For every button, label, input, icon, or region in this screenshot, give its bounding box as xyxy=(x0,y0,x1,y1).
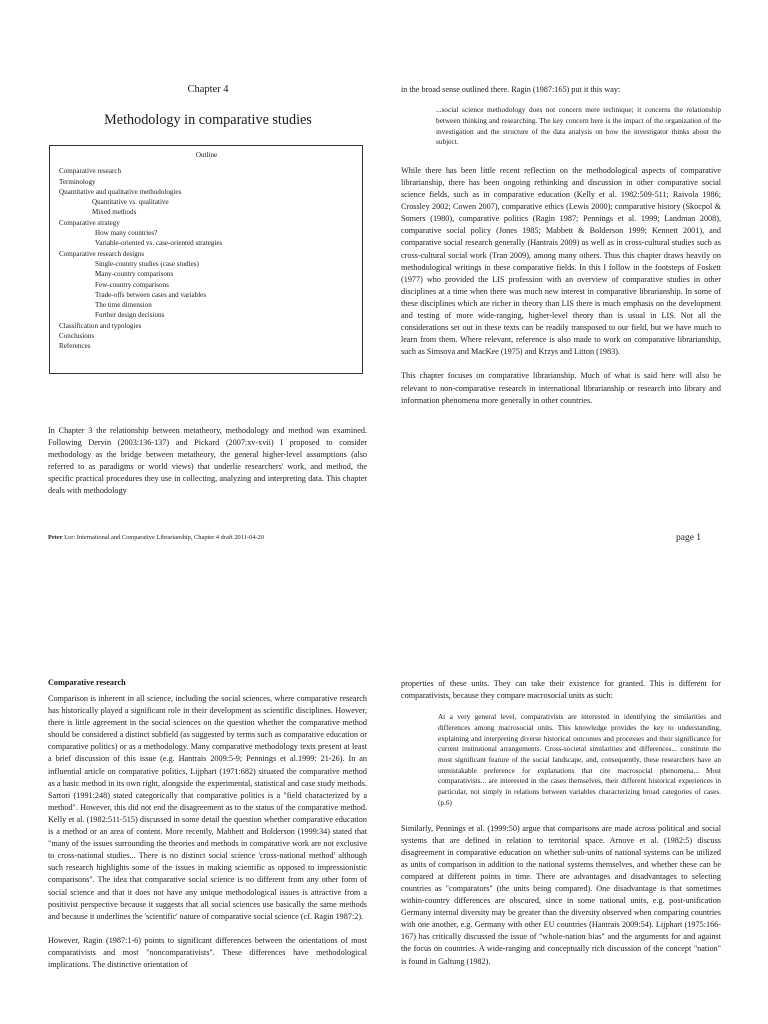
page-number: page 1 xyxy=(676,533,702,543)
outline-item: Further design decisions xyxy=(95,311,165,320)
comparative-paragraph-1: Comparison is inherent in all science, including the social sciences, where comparative research has historically played a significant role in their development as scientific disciplines. However, there is little agreement in the social sciences on the question whether the comparative method should be considered a distinct subfield (as suggested by terms such as comparative education or comparative politics) or as a methodology. Many comparative methodology texts present at least a brief discussion of this issue (e.g. Hantrais 2009:5-9; Pennings et al.1999: 21-26). In an influential article on comparative politics, Lijphart (1971:682) situated the comparative method as a basic method in its own right, alongside the experimental, statistical and case study methods. Sartori (1991:248) stated categorically that comparative politics is a "field characterized by a method". However, this did not end the disagreement as to the status of the comparative method. Kelly et al. (1982:511-515) discussed in some detail the question whether comparative education is a method or an area of content. More recently, Mabbett and Bolderson (1999:34) stated that "many of the issues surrounding the theories and methods in comparative work are not exclusive to cross-national studies... There is no distinct social science 'cross-national method' although such research highlights some of the issues in making scientific as opposed to impressionistic comparisons". The idea that comparative social science is no different from any other form of social science and that it does not have any unique methodological issues is attractive from a positivist perspective because it suggests that all social sciences use basically the same methods and because it underlines the 'scientific' nature of comparative social science (cf. Ragin 1987:2). xyxy=(48,694,367,921)
chapter-label: Chapter 4 xyxy=(187,84,229,95)
outline-list xyxy=(59,166,354,351)
outline-item: Comparative strategy xyxy=(59,218,120,227)
outline-box xyxy=(49,145,363,374)
outline-item: Many-country comparisons xyxy=(95,270,174,279)
comparative-paragraph-2: However, Ragin (1987:1-6) points to significant differences between the orientations of most comparativists and most "noncomparativists". These differences have methodological implications. The distinctive orientation of xyxy=(48,935,367,969)
page2-left-column xyxy=(48,678,367,971)
outline-item: References xyxy=(59,342,91,351)
outline-item: Quantitative vs. qualitative xyxy=(92,198,169,207)
body-paragraph-2: This chapter focuses on comparative librarianship. Much of what is said here will also be relevant to non-comparative research in international librarianship or research into library and information phenomena more generally in other countries. xyxy=(401,371,721,405)
section-heading: Comparative research xyxy=(48,678,126,687)
page-footer xyxy=(48,534,264,541)
outline-item: Comparative research xyxy=(59,167,122,176)
outline-item: Classification and typologies xyxy=(59,321,142,330)
right-column xyxy=(401,84,721,407)
page2-body-paragraph: Similarly, Pennings et al. (1999:50) argue that comparisons are made across political and social systems that are defined in relation to territorial space. Arnove et al. (1982:5) discuss disagreement in comparative education on whether sub-units of national systems can be utilized as units of comparison in addition to the national systems themselves, and whether these can be compared at different points in time. There are advantages and disadvantages to selecting countries as "comparators" (the units being compared). One disadvantage is that sometimes within-country differences are obscured, since in some national units, e.g. post-unification Germany internal diversity may be greater than the diversity observed when comparing countries with one another, e.g. Germany with other EU countries (Hantrais 2009:54). Lijphart (1975:166-167) has critically discussed the issue of "whole-nation bias" and the arguments for and against the focus on countries. A wide-ranging and conceptually rich discussion of the concept "nation" is found in Galtung (1982). xyxy=(401,823,721,966)
chapter-title: Methodology in comparative studies xyxy=(104,112,312,128)
outline-item: Single-country studies (case studies) xyxy=(95,259,199,268)
outline-item: Trade-offs between cases and variables xyxy=(95,290,207,299)
outline-heading: Outline xyxy=(195,151,218,159)
page2-intro: properties of these units. They can take their existence for granted. This is different for comparativists, because they compare macrosocial units as such: xyxy=(401,679,721,701)
outline-item: Variable-oriented vs. case-oriented strategies xyxy=(95,239,223,248)
outline-item: Comparative research designs xyxy=(59,249,145,258)
outline-item: Few-country comparisons xyxy=(95,280,169,289)
body-paragraph-1: While there has been little recent reflection on the methodological aspects of comparative librarianship, there has been ongoing rethinking and discussion in other comparative social science fields, such as in comparative education (Kelly et al. 1982:509-511; Raivola 1986; Crossley 2002; Cowen 2007), comparative ethics (Lewis 2000); comparative history (Skocpol & Somers (1980), comparative politics (Ragin 1987; Pennings et al. 1999; Landman 2008), comparative social policy (Jones 1985; Mabbett & Bolderson 1999; Kennett 2001), and comparative social research generally (Hantrais 2009) as well as in cross-cultural studies such as cross-cultural social work (Tran 2009), among many others. Thus this chapter draws heavily on methodological writings in these comparative fields. In this I follow in the footsteps of Foskett (1977) who provided the LIS profession with an overview of comparative studies in other disciplines at a time when there was much new interest in comparative librarianship. In some of these disciplines which are richer in theory than LIS there is much emphasis on the development and testing of more wide-ranging, higher-level theory than is usual in LIS. Not all the considerations set out in these texts can be readily transposed to our field, but we have much to learn from them. Where relevant, reference is also made to work on comparative librarianship, such as Simsova and MacKee (1975) and Krzys and Litton (1983). xyxy=(401,165,721,357)
outline-item: Mixed methods xyxy=(92,208,137,217)
outline-item: The time dimension xyxy=(95,301,152,310)
page2-right-column xyxy=(401,678,721,968)
intro-continuation: in the broad sense outlined there. Ragin (1987:165) put it this way: xyxy=(401,85,621,94)
outline-item: How many countries? xyxy=(95,229,158,238)
outline-item: Terminology xyxy=(59,177,96,186)
footer-text: Lor: International and Comparative Librarianship, Chapter 4 draft 2011-04-20 xyxy=(62,534,264,541)
outline-item: Conclusions xyxy=(59,332,95,341)
comparativists-quote: At a very general level, comparativists are interested in identifying the similarities and differences among macrosocial units. This knowledge provides the key to understanding, explaining and interpreting diverse historical outcomes and processes and their significance for current institutional arrangements. Cross-societal similarities and differences... constitute the most significant feature of the social landscape, and, consequently, these researchers have an unmistakable preference for explanations that cite macrosocial phenomena... Most comparativists... are interested in the cases themselves, their different historical experiences in particular, not simply in relations between variables characterizing broad categories of cases. (p.6) xyxy=(438,712,721,807)
ragin-quote: ...social science methodology does not concern mere technique; it concerns the relationship between thinking and researching. The key concern here is the impact of the organization of the investigation and the structure of the data analysis on how the investigator thinks about the subject. xyxy=(436,105,721,147)
footer-author: Peter xyxy=(48,534,63,541)
left-column xyxy=(48,425,367,498)
outline-item: Quantitative and qualitative methodologies xyxy=(59,187,182,196)
intro-paragraph: In Chapter 3 the relationship between metatheory, methodology and method was examined. Following Dervin (2003:136-137) and Pickard (2007:xv-xvii) I proposed to consider methodology as the bridge between metatheory, the general higher-level assumptions (also referred to as paradigms or world views) that underlie researchers' work, and method, the specific practical procedures they use in collecting, analyzing and interpreting data. This chapter deals with methodology xyxy=(48,426,367,496)
document-page-2 xyxy=(0,660,768,1024)
